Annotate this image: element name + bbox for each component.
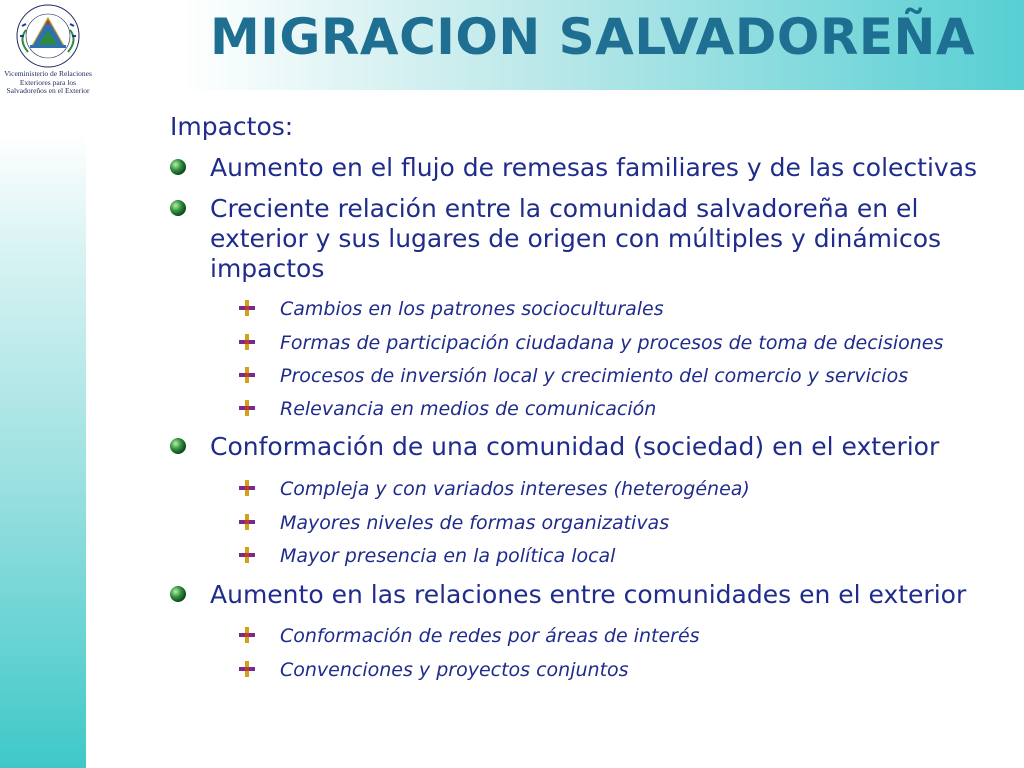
slide-title: MIGRACION SALVADOREÑA [210,8,976,66]
sub-bullet-cross-icon [238,660,256,678]
sub-bullet-cross-icon [238,479,256,497]
sub-bullet-cross-icon [238,366,256,384]
bullet-text: Aumento en el flujo de remesas familiares y de las colectivas [210,153,978,182]
sub-bullet-text: Mayores niveles de formas organizativas [280,512,670,534]
green-sphere-bullet-icon [168,157,188,177]
sub-bullet-text: Relevancia en medios de comunicación [280,398,657,420]
sub-bullet-cross-icon [238,513,256,531]
sub-bullet-cross-icon [238,626,256,644]
sub-bullet-text: Formas de participación ciudadana y procesos de toma de decisiones [280,332,944,354]
sub-bullet-text: Mayor presencia en la política local [280,545,616,567]
sub-bullet-text: Convenciones y proyectos conjuntos [280,659,629,681]
sub-bullet-cross-icon [238,299,256,317]
green-sphere-bullet-icon [168,436,188,456]
bullet-text: Creciente relación entre la comunidad salvadoreña en el exterior y sus lugares de origen con múltiples y dinámicos impactos [210,194,942,283]
sub-bullet-cross-icon [238,399,256,417]
sub-bullet-text: Compleja y con variados intereses (heterogénea) [280,478,750,500]
logo-caption: Viceministerio de Relaciones Exteriores para los Salvadoreños en el Exterior [4,69,92,95]
sub-bullet-text: Cambios en los patrones socioculturales [280,298,664,320]
sub-bullet-cross-icon [238,546,256,564]
sub-bullet-text: Conformación de redes por áreas de interés [280,625,700,647]
sub-bullet-text: Procesos de inversión local y crecimiento del comercio y servicios [280,365,909,387]
bullet-text: Aumento en las relaciones entre comunidades en el exterior [210,580,967,609]
green-sphere-bullet-icon [168,584,188,604]
impactos-heading: Impactos: [170,112,294,141]
sub-bullet-cross-icon [238,333,256,351]
bullet-text: Conformación de una comunidad (sociedad) en el exterior [210,432,940,461]
green-sphere-bullet-icon [168,198,188,218]
